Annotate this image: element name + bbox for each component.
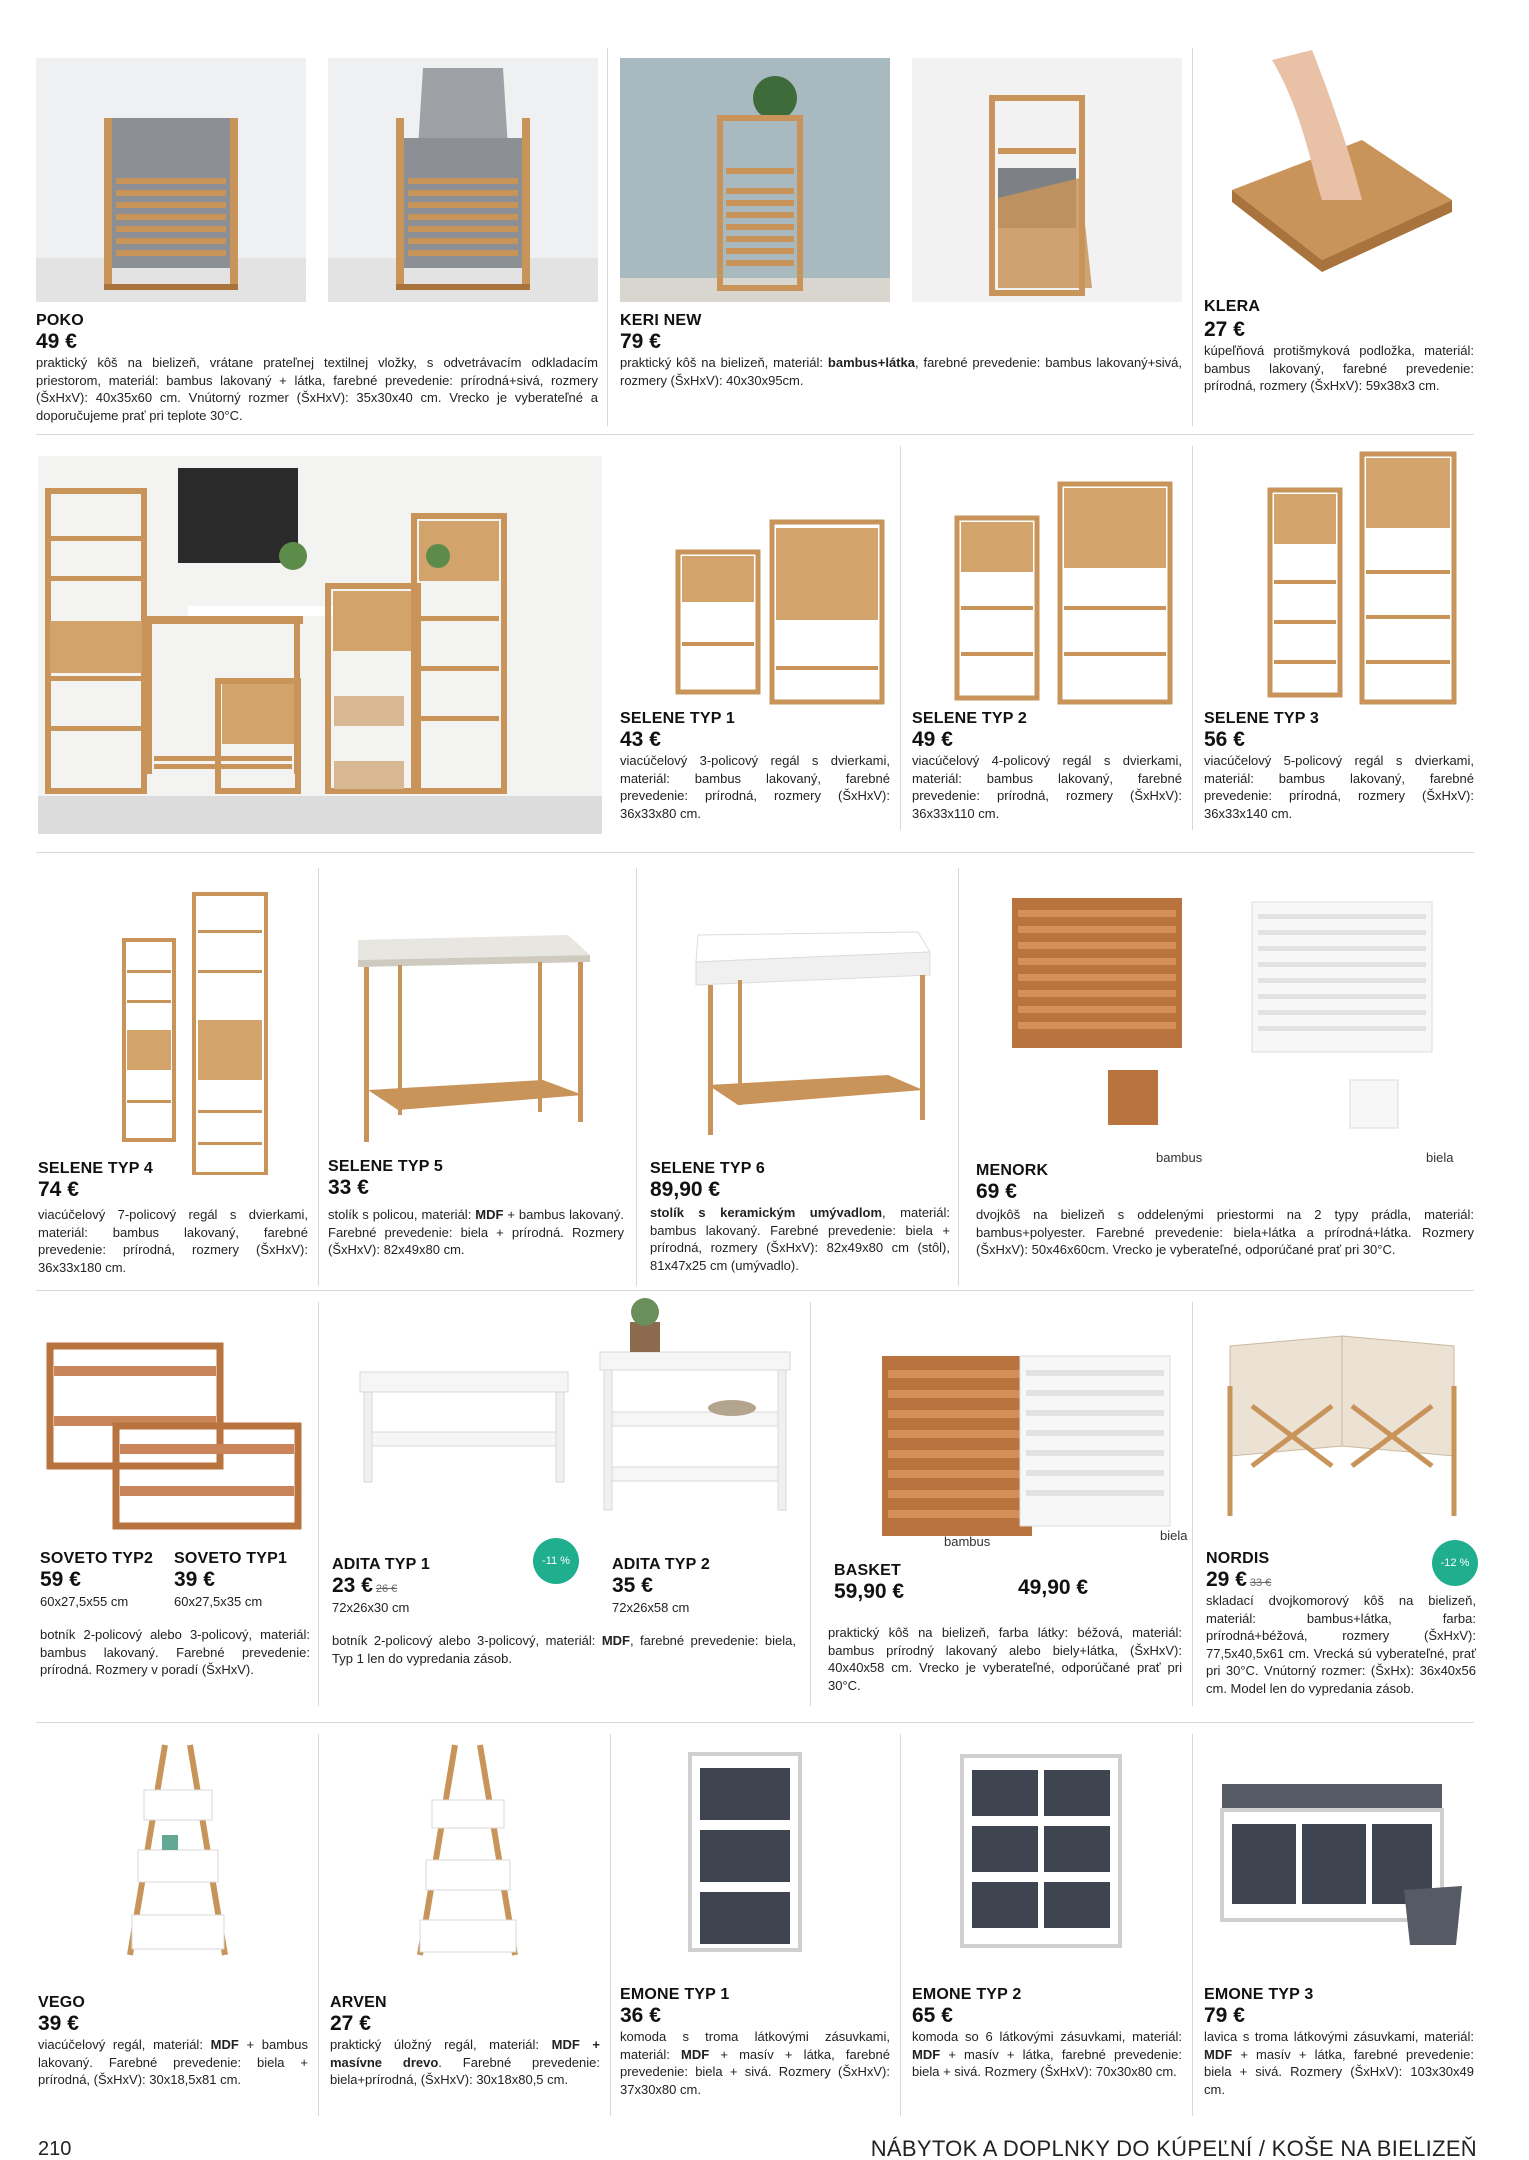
- selene-typ3-photo: [1204, 450, 1474, 711]
- soveto-typ2-price: 59 €: [40, 1568, 81, 1591]
- basket-description: praktický kôš na bielizeň, farba látky: béžová, materiál: bambus prírodný lakovaný alebo biely+látka, (ŠxHxV): 40x40x58 cm. Vrecko je vyberateľné, odporúčané prať pri 30°C.: [828, 1625, 1182, 1693]
- menork-caption-bambus: bambus: [1156, 1150, 1203, 1165]
- klera-price: 27 €: [1204, 318, 1245, 341]
- selene-typ1-photo: [620, 456, 890, 711]
- menork-photo: [970, 890, 1475, 1150]
- emone-typ3-photo: [1210, 1770, 1474, 1950]
- keri-name: KERI NEW: [620, 312, 702, 329]
- selene-typ6-price: 89,90 €: [650, 1178, 721, 1201]
- nordis-old-price: 33 €: [1249, 1577, 1272, 1589]
- section-title: NÁBYTOK A DOPLNKY DO KÚPEĽNÍ / KOŠE NA BIELIZEŇ: [870, 2136, 1477, 2160]
- selene-typ5-photo: [328, 880, 628, 1160]
- keri-description: praktický kôš na bielizeň, materiál: bambus+látka, farebné prevedenie: bambus lakovaný+sivá, rozmery (ŠxHxV): 40x30x95cm.: [620, 355, 1183, 388]
- emone-typ1-price: 36 €: [620, 2004, 661, 2027]
- keri-price: 79 €: [620, 330, 661, 353]
- selene-typ6-description: stolík s keramickým umývadlom, materiál: bambus lakovaný. Farebné prevedenie: biela + prírodná, rozmery (ŠxHxV): 82x49x80 cm (stôl), 81x47x25 cm (umývadlo).: [650, 1205, 950, 1273]
- selene-typ4-photo: [38, 880, 308, 1175]
- adita-typ1-price: 23 € 26 €: [332, 1574, 398, 1597]
- selene-typ1-name: SELENE TYP 1: [620, 710, 736, 727]
- basket-photo: [820, 1336, 1190, 1546]
- basket-price-biela: 49,90 €: [1018, 1576, 1089, 1599]
- selene-typ2-name: SELENE TYP 2: [912, 710, 1028, 727]
- arven-name: ARVEN: [330, 1994, 387, 2011]
- klera-name: KLERA: [1204, 298, 1261, 315]
- soveto-typ2-size: 60x27,5x55 cm: [40, 1594, 129, 1609]
- adita-typ1-size: 72x26x30 cm: [332, 1600, 410, 1615]
- selene-typ2-description: viacúčelový 4-policový regál s dvierkami, materiál: bambus lakovaný, farebné prevedenie: prírodná, rozmery (ŠxHxV): 36x33x110 cm.: [912, 753, 1182, 821]
- emone-typ1-photo: [680, 1746, 810, 1956]
- arven-description: praktický úložný regál, materiál: MDF + masívne drevo. Farebné prevedenie: biela+prírodná, (ŠxHxV): 30x18x80,5 cm.: [330, 2037, 600, 2087]
- soveto-description: botník 2-policový alebo 3-policový, materiál: bambus lakovaný. Farebné prevedenie: prírodná. Rozmery v poradí (ŠxHxV).: [40, 1627, 310, 1677]
- vego-photo: [110, 1740, 250, 1960]
- selene-typ3-description: viacúčelový 5-policový regál s dvierkami, materiál: bambus lakovaný, farebné prevedenie: prírodná, rozmery (ŠxHxV): 36x33x140 cm.: [1204, 753, 1474, 821]
- adita-typ2-name: ADITA TYP 2: [612, 1556, 710, 1573]
- adita-photo: [350, 1292, 800, 1532]
- nordis-discount-badge: -12 %: [1432, 1540, 1478, 1586]
- poko-price: 49 €: [36, 330, 77, 353]
- emone-typ3-name: EMONE TYP 3: [1204, 1986, 1314, 2003]
- basket-name: BASKET: [834, 1562, 901, 1579]
- selene-typ4-price: 74 €: [38, 1178, 79, 1201]
- selene-typ4-description: viacúčelový 7-policový regál s dvierkami, materiál: bambus lakovaný, farebné prevedenie: prírodná, rozmery (ŠxHxV): 36x33x180 cm.: [38, 1207, 308, 1275]
- nordis-name: NORDIS: [1206, 1550, 1270, 1567]
- menork-description: dvojkôš na bielizeň s oddelenými priestormi na 2 typy prádla, materiál: bambus+polyester. Farebné prevedenie: biela+látka a prírodná+látka. Rozmery (ŠxHxV): 50x46x60cm. Vrecko je vyberateľné, odporúčané prať pri 30°C.: [976, 1207, 1474, 1257]
- page-number: 210: [38, 2138, 72, 2160]
- soveto-typ2-name: SOVETO TYP2: [40, 1550, 154, 1567]
- adita-typ2-size: 72x26x58 cm: [612, 1600, 690, 1615]
- emone-typ1-name: EMONE TYP 1: [620, 1986, 730, 2003]
- emone-typ1-description: komoda s troma látkovými zásuvkami, materiál: MDF + masív + látka, farebné prevedenie: biela + sivá. Rozmery (ŠxHxV): 37x30x80 cm.: [620, 2029, 890, 2097]
- basket-price-bambus: 59,90 €: [834, 1580, 905, 1603]
- vego-name: VEGO: [38, 1994, 86, 2011]
- klera-photo: [1212, 50, 1462, 280]
- nordis-description: skladací dvojkomorový kôš na bielizeň, materiál: bambus+látka, farba: prírodná+béžová, rozmery (ŠxHxV): 77,5x40,5x61 cm. Vrecká sú vyberateľné, prať pri 30°C. Vnútorný rozmer: (ŠxHx): 36x40x56 cm. Model len do vypredania zásob.: [1206, 1593, 1476, 1696]
- arven-photo: [400, 1740, 540, 1960]
- soveto-typ1-name: SOVETO TYP1: [174, 1550, 288, 1567]
- emone-typ2-name: EMONE TYP 2: [912, 1986, 1022, 2003]
- poko-photo-2: [328, 58, 598, 302]
- adita-discount-badge: -11 %: [533, 1538, 579, 1584]
- vego-price: 39 €: [38, 2012, 79, 2035]
- emone-typ3-price: 79 €: [1204, 2004, 1245, 2027]
- basket-caption-biela: biela: [1160, 1528, 1188, 1543]
- emone-typ3-description: lavica s troma látkovými zásuvkami, materiál: MDF + masív + látka, farebné prevedenie: biela + sivá. Rozmery (ŠxHxV): 103x30x49 cm.: [1204, 2029, 1474, 2097]
- poko-name: POKO: [36, 312, 84, 329]
- menork-price: 69 €: [976, 1180, 1017, 1203]
- arven-price: 27 €: [330, 2012, 371, 2035]
- selene-typ5-name: SELENE TYP 5: [328, 1158, 444, 1175]
- selene-typ1-price: 43 €: [620, 728, 661, 751]
- selene-typ6-name: SELENE TYP 6: [650, 1160, 766, 1177]
- soveto-photo: [40, 1326, 310, 1546]
- adita-description: botník 2-policový alebo 3-policový, materiál: MDF, farebné prevedenie: biela, Typ 1 len do vypredania zásob.: [332, 1633, 796, 1666]
- selene-typ4-name: SELENE TYP 4: [38, 1160, 154, 1177]
- keri-photo-2: [912, 58, 1182, 302]
- nordis-photo: [1212, 1326, 1474, 1526]
- poko-description: praktický kôš na bielizeň, vrátane prateľnej textilnej vložky, s odvetrávacím odkladacím priestorom, materiál: bambus lakovaný + látka, farebné prevedenie: prírodná+sivá, rozmery (ŠxHxV): 40x35x60 cm. Vnútorný rozmer (ŠxHxV): 35x30x40 cm. Vrecko je vyberateľné a doporučujeme prať pri teplote 30°C.: [36, 355, 598, 423]
- menork-caption-biela: biela: [1426, 1150, 1454, 1165]
- emone-typ2-photo: [956, 1750, 1126, 1950]
- selene-typ2-photo: [912, 456, 1182, 711]
- klera-description: kúpeľňová protišmyková podložka, materiál: bambus lakovaný, farebné prevedenie: prírodná, rozmery (ŠxHxV): 59x38x3 cm.: [1204, 343, 1474, 393]
- selene-typ2-price: 49 €: [912, 728, 953, 751]
- vego-description: viacúčelový regál, materiál: MDF + bambus lakovaný. Farebné prevedenie: biela + prírodná, (ŠxHxV): 30x18,5x81 cm.: [38, 2037, 308, 2087]
- selene-typ3-name: SELENE TYP 3: [1204, 710, 1320, 727]
- keri-photo-1: [620, 58, 890, 302]
- emone-typ2-description: komoda so 6 látkovými zásuvkami, materiál: MDF + masív + látka, farebné prevedenie: biela + sivá. Rozmery (ŠxHxV): 70x30x80 cm.: [912, 2029, 1182, 2079]
- adita-typ1-name: ADITA TYP 1: [332, 1556, 430, 1573]
- poko-photo-1: [36, 58, 306, 302]
- nordis-price: 29 € 33 €: [1206, 1568, 1272, 1591]
- soveto-typ1-price: 39 €: [174, 1568, 215, 1591]
- soveto-typ1-size: 60x27,5x35 cm: [174, 1594, 263, 1609]
- selene-room-photo: [38, 456, 602, 834]
- emone-typ2-price: 65 €: [912, 2004, 953, 2027]
- menork-name: MENORK: [976, 1162, 1049, 1179]
- adita-typ1-old-price: 26 €: [375, 1583, 398, 1595]
- selene-typ3-price: 56 €: [1204, 728, 1245, 751]
- selene-typ6-photo: [648, 880, 948, 1160]
- selene-typ5-price: 33 €: [328, 1176, 369, 1199]
- basket-caption-bambus: bambus: [944, 1534, 991, 1549]
- adita-typ2-price: 35 €: [612, 1574, 653, 1597]
- selene-typ5-description: stolík s policou, materiál: MDF + bambus lakovaný. Farebné prevedenie: biela + prírodná. Rozmery (ŠxHxV): 82x49x80 cm.: [328, 1207, 624, 1257]
- selene-typ1-description: viacúčelový 3-policový regál s dvierkami, materiál: bambus lakovaný, farebné prevedenie: prírodná, rozmery (ŠxHxV): 36x33x80 cm.: [620, 753, 890, 821]
